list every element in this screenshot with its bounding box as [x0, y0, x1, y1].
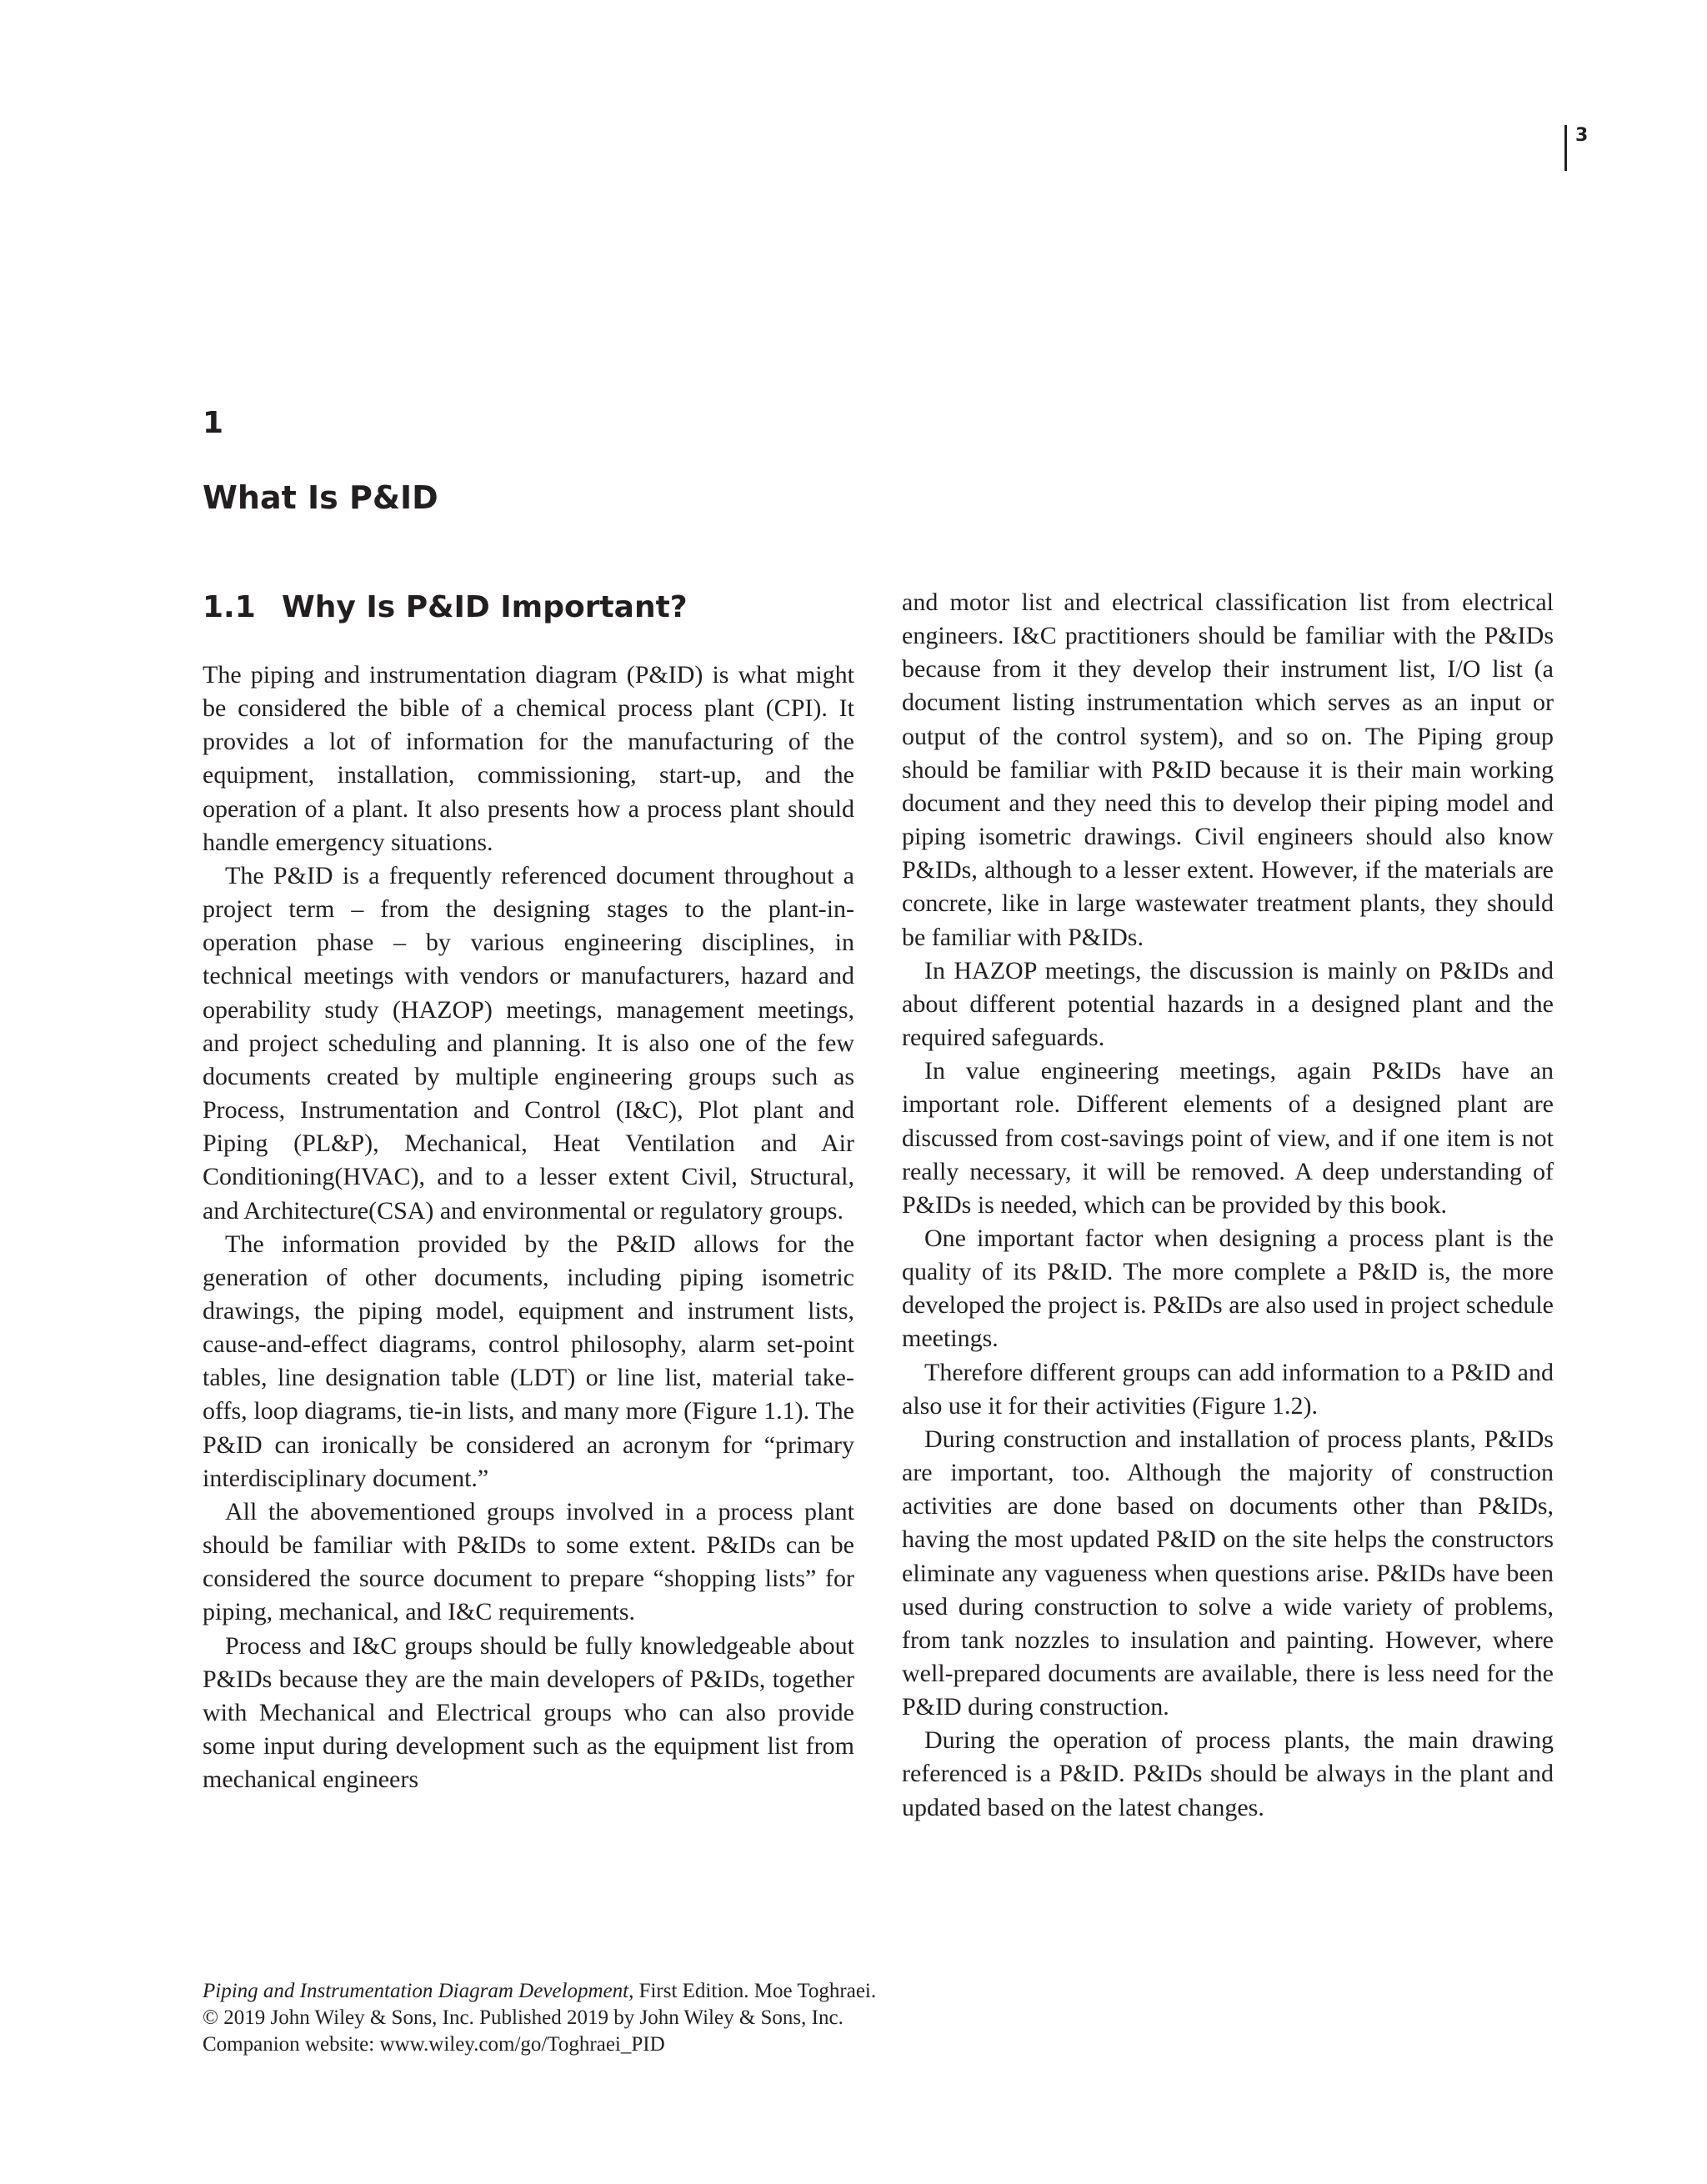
paragraph: Process and I&C groups should be fully knowledgeable about P&IDs because they are the main developers of P&IDs, together with Mechanical and Electrical groups who can also provide some input during development such as the equipment list from mechanical engineers	[203, 1631, 854, 1794]
chapter-title: What Is P&ID	[203, 479, 438, 516]
companion-website: Companion website: www.wiley.com/go/Toghraei_PID	[203, 2033, 665, 2056]
section-heading	[203, 590, 688, 624]
left-column	[203, 659, 854, 1796]
chapter-number: 1	[203, 406, 224, 440]
right-column	[902, 586, 1554, 1825]
paragraph: During the operation of process plants, the main drawing referenced is a P&ID. P&IDs should be always in the plant and updated based on the latest changes.	[902, 1726, 1554, 1821]
book-title: Piping and Instrumentation Diagram Development	[203, 1980, 629, 2002]
paragraph: In HAZOP meetings, the discussion is mainly on P&IDs and about different potential hazards in a designed plant and the required safeguards.	[902, 956, 1554, 1052]
paragraph: One important factor when designing a process plant is the quality of its P&ID. The more complete a P&ID is, the more developed the project is. P&IDs are also used in project schedule meetings.	[902, 1224, 1554, 1353]
paragraph: The P&ID is a frequently referenced document throughout a project term – from the designing stages to the plant-in-operation phase – by various engineering disciplines, in technical meetings with vendors or manufacturers, hazard and operability study (HAZOP) meetings, management meetings, and project scheduling and planning. It is also one of the few documents created by multiple engineering groups such as Process, Instrumentation and Control (I&C), Plot plant and Piping (PL&P), Mechanical, Heat Ventilation and Air Conditioning(HVAC), and to a lesser extent Civil, Structural, and Architecture(CSA) and environmental or regulatory groups.	[203, 861, 854, 1225]
paragraph: All the abovementioned groups involved in a process plant should be familiar with P&IDs to some extent. P&IDs can be considered the source document to prepare “shopping lists” for piping, mechanical, and I&C requirements.	[203, 1497, 854, 1626]
edition-author: , First Edition. Moe Toghraei.	[628, 1980, 877, 2002]
footer	[203, 1978, 876, 2058]
paragraph: In value engineering meetings, again P&IDs have an important role. Different elements of a designed plant are discussed from cost-savings point of view, and if one item is not really necessary, it will be removed. A deep understanding of P&IDs is needed, which can be provided by this book.	[902, 1057, 1554, 1219]
paragraph: Therefore different groups can add information to a P&ID and also use it for their activities (Figure 1.2).	[902, 1358, 1554, 1420]
paragraph: During construction and installation of process plants, P&IDs are important, too. Although the majority of construction activities are done based on documents other than P&IDs, having the most updated P&ID on the site helps the constructors eliminate any vagueness when questions arise. P&IDs have been used during construction to solve a wide variety of problems, from tank nozzles to insulation and painting. However, where well-prepared documents are available, there is less need for the P&ID during construction.	[902, 1425, 1554, 1721]
copyright-notice: © 2019 John Wiley & Sons, Inc. Published 2019 by John Wiley & Sons, Inc.	[203, 2006, 843, 2029]
page-number-rule	[1564, 125, 1567, 171]
footer-citation	[203, 1978, 876, 2005]
page-number: 3	[1575, 125, 1589, 146]
paragraph: The piping and instrumentation diagram (P&ID) is what might be considered the bible of a chemical process plant (CPI). It provides a lot of information for the manufacturing of the equipment, installation, commissioning, start-up, and the operation of a plant. It also presents how a process plant should handle emergency situations.	[203, 661, 854, 856]
paragraph: The information provided by the P&ID allows for the generation of other documents, including piping isometric drawings, the piping model, equipment and instrument lists, cause-and-effect diagrams, control philosophy, alarm set-point tables, line designation table (LDT) or line list, material take-offs, loop diagrams, tie-in lists, and many more (Figure 1.1). The P&ID can ironically be considered an acronym for “primary interdisciplinary document.”	[203, 1230, 854, 1492]
section-number: 1.1	[203, 590, 256, 624]
section-title: Why Is P&ID Important?	[282, 590, 688, 624]
paragraph: and motor list and electrical classification list from electrical engineers. I&C practitioners should be familiar with the P&IDs because from it they develop their instrument list, I/O list (a document listing instrumentation which serves as an input or output of the control system), and so on. The Piping group should be familiar with P&ID because it is their main working document and they need this to develop their piping model and piping isometric drawings. Civil engineers should also know P&IDs, although to a lesser extent. However, if the materials are concrete, like in large wastewater treatment plants, they should be familiar with P&IDs.	[902, 589, 1554, 951]
